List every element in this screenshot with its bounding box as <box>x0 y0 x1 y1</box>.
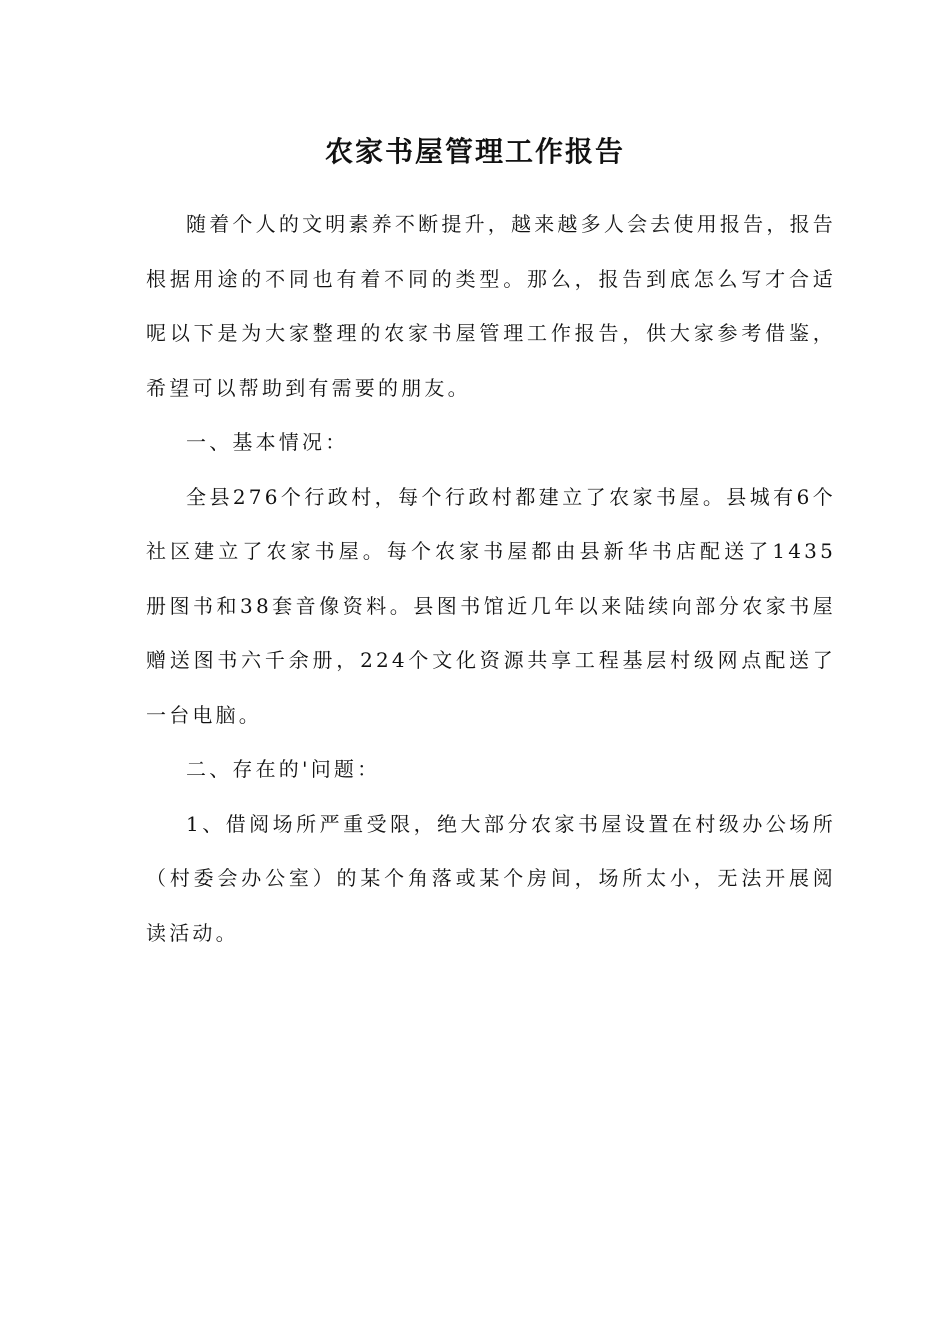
document-title: 农家书屋管理工作报告 <box>324 135 625 168</box>
section-heading-problems: 二、存在的'问题： <box>186 757 381 781</box>
document-body <box>146 197 836 960</box>
problem-item-1-paragraph: 1、借阅场所严重受限，绝大部分农家书屋设置在村级办公场所（村委会办公室）的某个角落或某个房间，场所太小，无法开展阅读活动。 <box>146 811 836 945</box>
basic-situation-paragraph: 全县276个行政村，每个行政村都建立了农家书屋。县城有6个社区建立了农家书屋。每个农家书屋都由县新华书店配送了1435册图书和38套音像资料。县图书馆近几年以来陆续向部分农家书屋赠送图书六千余册，224个文化资源共享工程基层村级网点配送了一台电脑。 <box>146 484 836 727</box>
section-heading-basic-situation: 一、基本情况： <box>186 430 349 454</box>
intro-paragraph: 随着个人的文明素养不断提升，越来越多人会去使用报告，报告根据用途的不同也有着不同的类型。那么，报告到底怎么写才合适呢以下是为大家整理的农家书屋管理工作报告，供大家参考借鉴，希望可以帮助到有需要的朋友。 <box>146 212 836 400</box>
